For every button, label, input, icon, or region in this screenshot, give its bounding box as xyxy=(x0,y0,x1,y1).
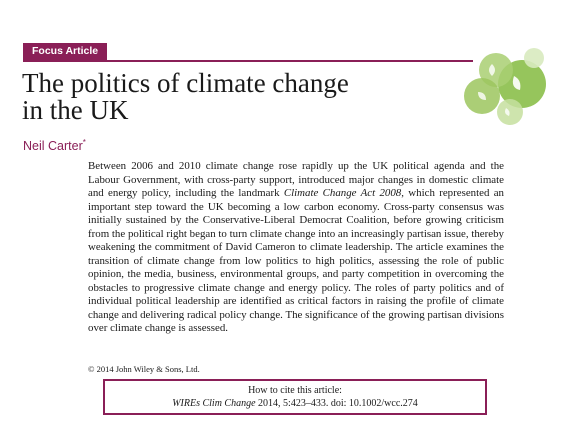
title-line-2: in the UK xyxy=(22,95,129,125)
abstract-text-2: , which represented an important step toward the UK becoming a low carbon economy. Cross-party consensus was initially sustained by the Conservative-Liberal Democrat Coalition, before growing criticism from the political right began to turn climate change into an increasingly partisan issue, thereby weakening the commitment of David Cameron to climate leadership. The article examines the transition of climate change from low politics to high politics, assessing the role of public opinion, the media, business, environmental groups, and party competition in overcoming the obstacles to progressive climate change and energy policy. The roles of party politics and of individual political leadership are identified as critical factors in raising the profile of climate change and delivering radical policy change. The significance of the growing partisan divisions over climate change is assessed. xyxy=(88,187,504,334)
citation-details[interactable]: 2014, 5:423–433. doi: 10.1002/wcc.274 xyxy=(255,398,418,409)
header-rule xyxy=(23,60,473,62)
article-type-label: Focus Article xyxy=(23,43,107,60)
copyright-line: © 2014 John Wiley & Sons, Ltd. xyxy=(88,364,200,374)
citation-reference xyxy=(105,397,485,410)
author-line xyxy=(23,139,86,153)
citation-heading: How to cite this article: xyxy=(248,385,342,396)
author-footnote-mark[interactable]: * xyxy=(82,137,86,147)
abstract xyxy=(88,160,504,336)
abstract-text-1: Between 2006 and 2010 climate change rose rapidly up the UK political agenda and the Labour Government, with cross-party support, introduced major changes in domestic climate and energy policy, including the landmark xyxy=(88,160,504,199)
citation-box xyxy=(103,379,487,415)
citation-journal: WIREs Clim Change xyxy=(172,398,256,409)
wires-leaf-logo-icon xyxy=(452,36,548,132)
abstract-act-name: Climate Change Act 2008 xyxy=(283,187,402,199)
article-title xyxy=(22,70,442,124)
author-name[interactable]: Neil Carter xyxy=(23,139,83,153)
title-line-1: The politics of climate change xyxy=(22,68,349,98)
